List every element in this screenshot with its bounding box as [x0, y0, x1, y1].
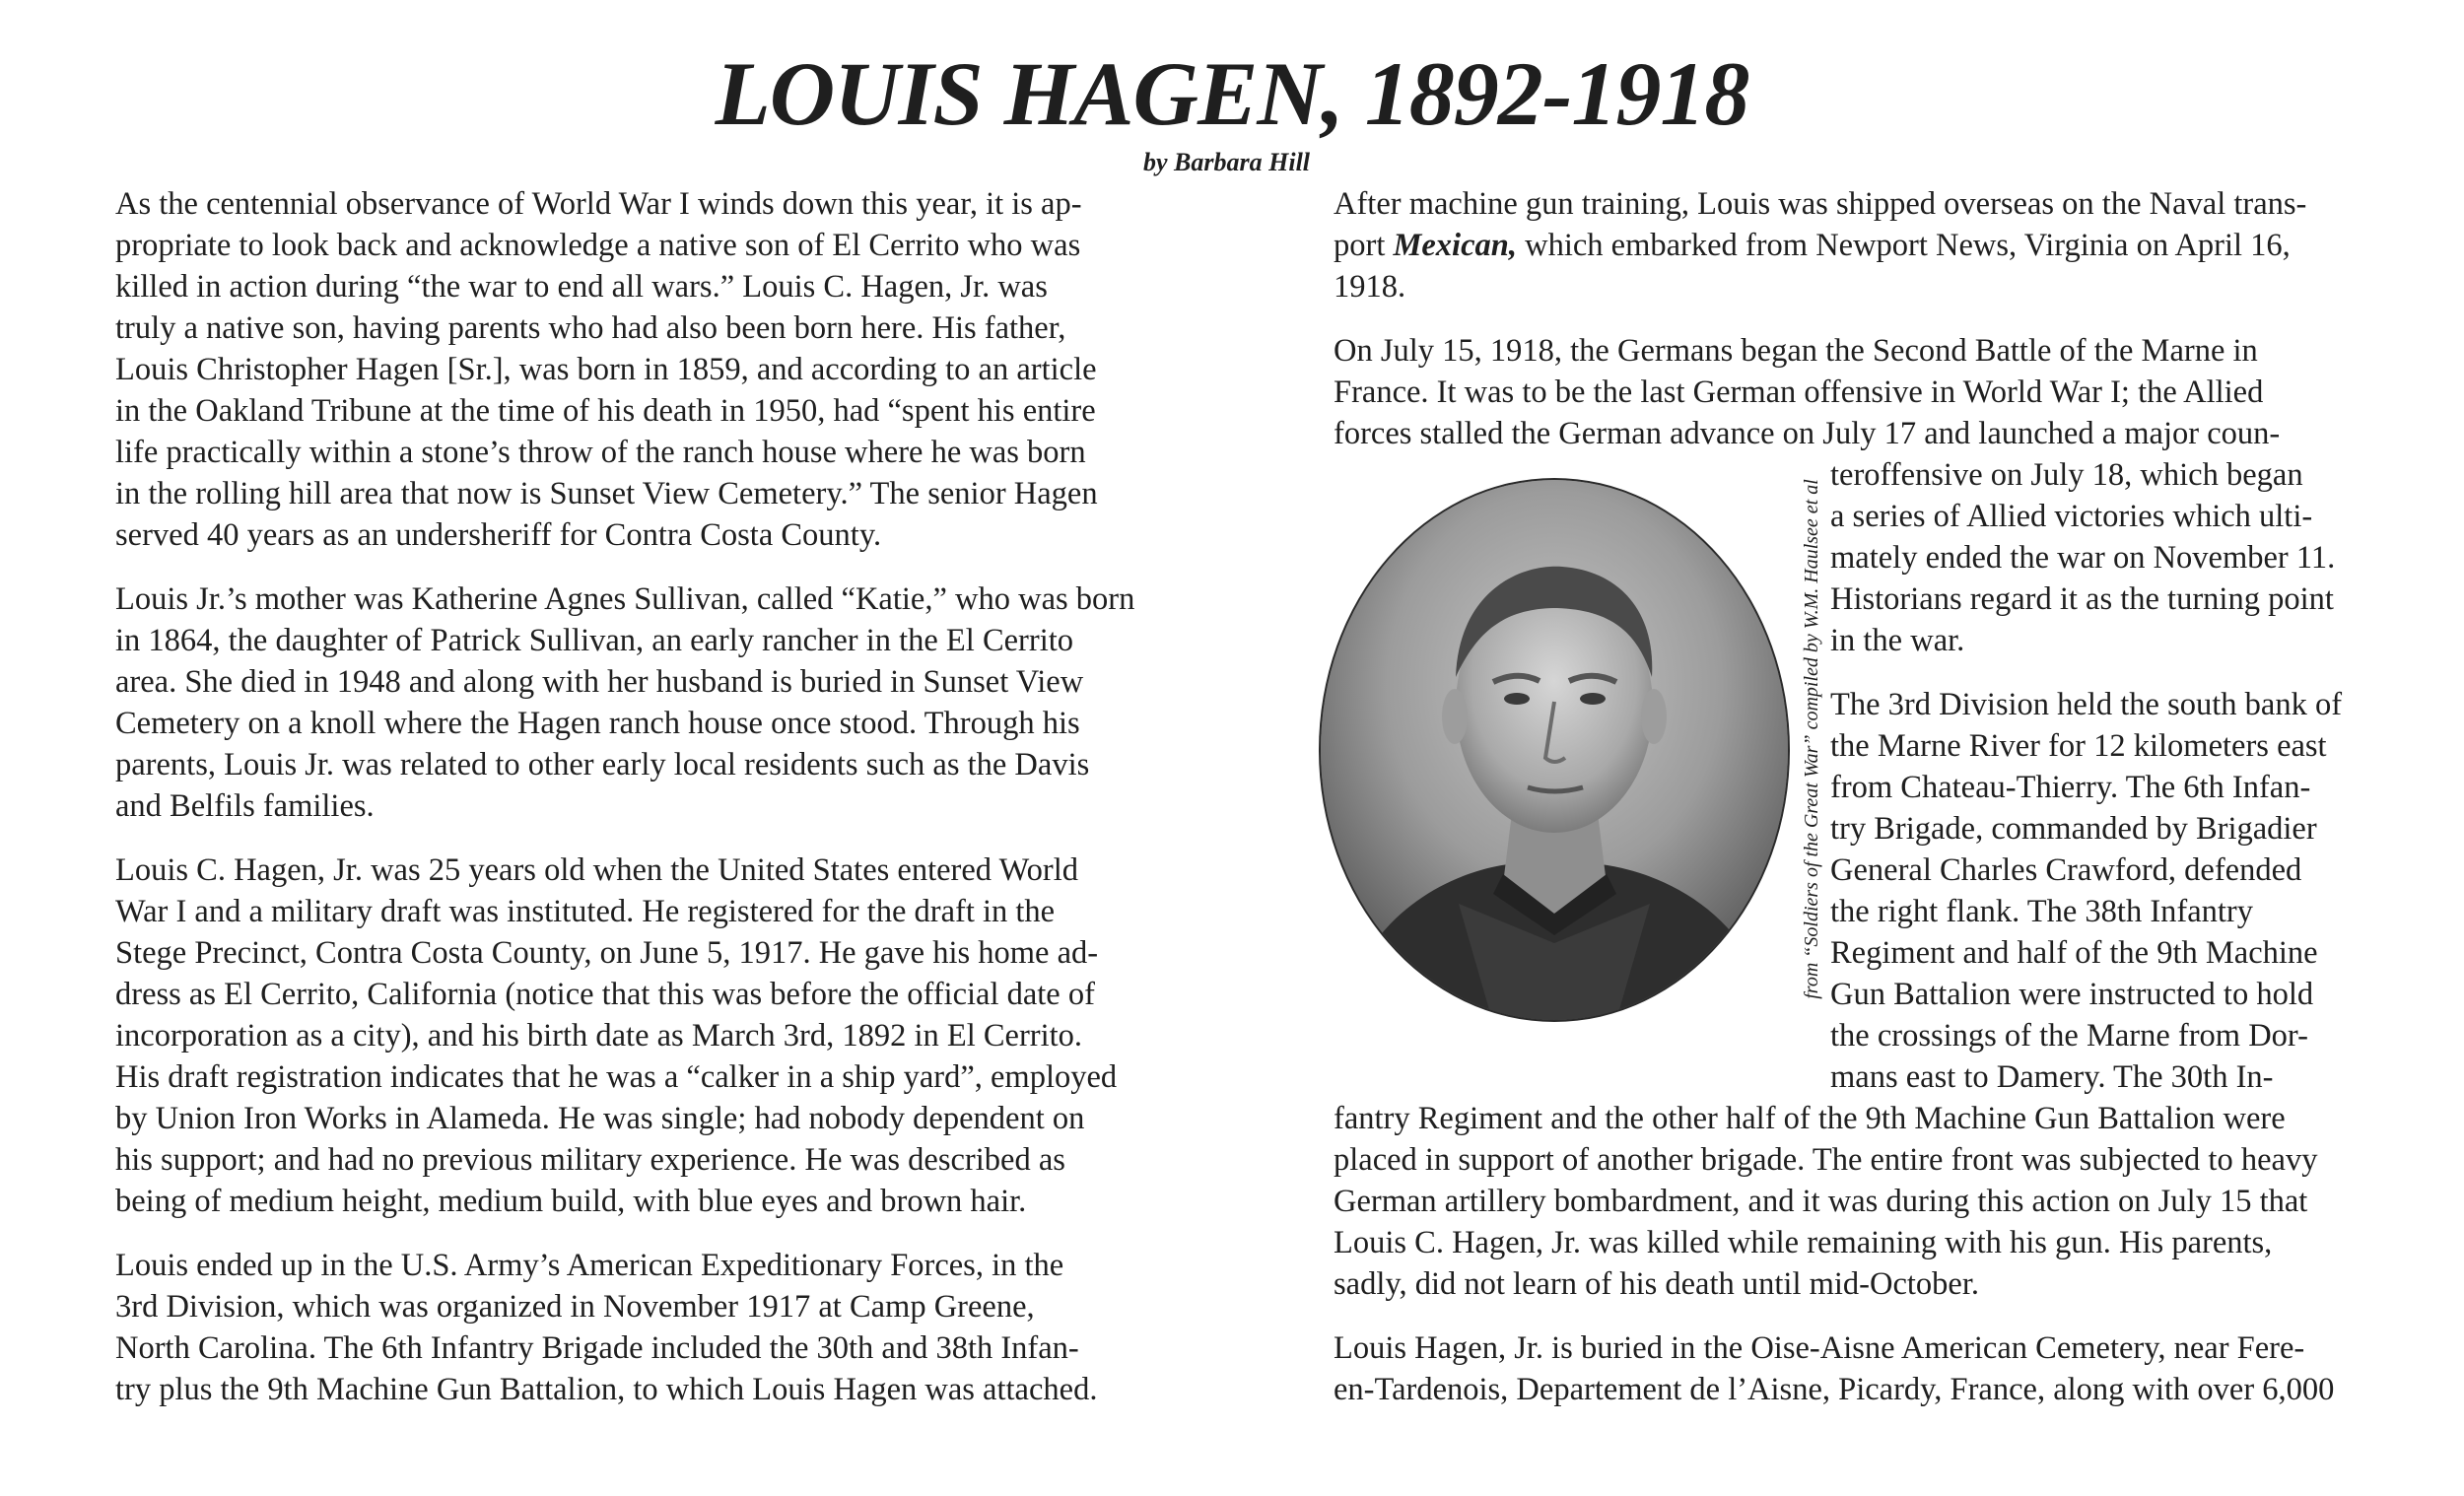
article-title: LOUIS HAGEN, 1892-1918 — [715, 43, 1749, 144]
text-line: the right flank. The 38th Infantry — [1830, 894, 2254, 929]
portrait-photo — [1319, 478, 1790, 1022]
text-line: sadly, did not learn of his death until mid-October. — [1334, 1266, 1979, 1302]
text-line: Louis C. Hagen, Jr. was killed while remaining with his gun. His parents, — [1334, 1225, 2273, 1260]
text-line: being of medium height, medium build, with blue eyes and brown hair. — [115, 1184, 1027, 1219]
text-line: parents, Louis Jr. was related to other early local residents such as the Davis — [115, 747, 1090, 782]
text-line: life practically within a stone’s throw of the ranch house where he was born — [115, 435, 1086, 470]
text-line: Louis Jr.’s mother was Katherine Agnes Sullivan, called “Katie,” who was born — [115, 581, 1135, 617]
text-line: served 40 years as an undersheriff for Contra Costa County. — [115, 517, 882, 553]
ship-name: Mexican, — [1393, 228, 1517, 263]
text-line — [1334, 225, 2291, 266]
text-line: Louis Hagen, Jr. is buried in the Oise-Aisne American Cemetery, near Fere- — [1334, 1330, 2305, 1366]
text-line: Historians regard it as the turning point — [1830, 581, 2334, 617]
text-line: Louis C. Hagen, Jr. was 25 years old when the United States entered World — [115, 852, 1078, 888]
text-line: en-Tardenois, Departement de l’Aisne, Picardy, France, along with over 6,000 — [1334, 1372, 2335, 1407]
text-line: his support; and had no previous military experience. He was described as — [115, 1142, 1065, 1178]
text-line: killed in action during “the war to end all wars.” Louis C. Hagen, Jr. was — [115, 269, 1048, 305]
text-line: in 1864, the daughter of Patrick Sullivan, an early rancher in the El Cerrito — [115, 623, 1074, 658]
text-line: His draft registration indicates that he was a “calker in a ship yard”, employed — [115, 1059, 1118, 1095]
text-line: propriate to look back and acknowledge a native son of El Cerrito who was — [115, 228, 1081, 263]
text-line: from Chateau-Thierry. The 6th Infan- — [1830, 770, 2311, 805]
text-line: Regiment and half of the 9th Machine — [1830, 935, 2318, 971]
text-line: try plus the 9th Machine Gun Battalion, to which Louis Hagen was attached. — [115, 1372, 1098, 1407]
text-line: General Charles Crawford, defended — [1830, 852, 2302, 888]
text-line: mately ended the war on November 11. — [1830, 540, 2336, 576]
portrait-illustration — [1321, 480, 1788, 1020]
text-line: France. It was to be the last German offensive in World War I; the Allied — [1334, 374, 2264, 410]
byline: by Barbara Hill — [1143, 148, 1311, 176]
text-line: forces stalled the German advance on July 17 and launched a major coun- — [1334, 416, 2281, 451]
text-line: Louis ended up in the U.S. Army’s American Expeditionary Forces, in the — [115, 1248, 1064, 1283]
text-line: Gun Battalion were instructed to hold — [1830, 977, 2314, 1012]
text-line: in the war. — [1830, 623, 1965, 658]
text-fragment: which embarked from Newport News, Virginia on April 16, — [1516, 228, 2291, 263]
text-line: teroffensive on July 18, which began — [1830, 457, 2303, 493]
photo-credit: from “Soldiers of the Great War” compiled by W.M. Haulsee et al — [1801, 479, 1822, 999]
text-line: placed in support of another brigade. The entire front was subjected to heavy — [1334, 1142, 2318, 1178]
text-line: Cemetery on a knoll where the Hagen ranch house once stood. Through his — [115, 706, 1080, 741]
text-line: mans east to Damery. The 30th In- — [1830, 1059, 2274, 1095]
text-line: incorporation as a city), and his birth date as March 3rd, 1892 in El Cerrito. — [115, 1018, 1083, 1054]
text-line: in the Oakland Tribune at the time of his death in 1950, had “spent his entire — [115, 393, 1096, 429]
text-line: German artillery bombardment, and it was during this action on July 15 that — [1334, 1184, 2308, 1219]
text-line: area. She died in 1948 and along with her husband is buried in Sunset View — [115, 664, 1084, 700]
text-line: and Belfils families. — [115, 788, 375, 824]
text-line: North Carolina. The 6th Infantry Brigade included the 30th and 38th Infan- — [115, 1330, 1079, 1366]
text-line: try Brigade, commanded by Brigadier — [1830, 811, 2317, 847]
text-line: As the centennial observance of World War I winds down this year, it is ap- — [115, 186, 1082, 222]
text-line: 1918. — [1334, 269, 1406, 305]
text-fragment: port — [1334, 228, 1394, 263]
text-line: War I and a military draft was instituted. He registered for the draft in the — [115, 894, 1056, 929]
text-line: On July 15, 1918, the Germans began the Second Battle of the Marne in — [1334, 333, 2258, 369]
text-line: the Marne River for 12 kilometers east — [1830, 728, 2327, 764]
text-line: a series of Allied victories which ulti- — [1830, 499, 2313, 534]
text-line: The 3rd Division held the south bank of — [1830, 687, 2343, 722]
text-line: Stege Precinct, Contra Costa County, on June 5, 1917. He gave his home ad- — [115, 935, 1099, 971]
text-line: by Union Iron Works in Alameda. He was single; had nobody dependent on — [115, 1101, 1085, 1136]
text-line: dress as El Cerrito, California (notice that this was before the official date of — [115, 977, 1095, 1012]
text-line: the crossings of the Marne from Dor- — [1830, 1018, 2308, 1054]
text-line: After machine gun training, Louis was shipped overseas on the Naval trans- — [1334, 186, 2307, 222]
text-line: 3rd Division, which was organized in November 1917 at Camp Greene, — [115, 1289, 1035, 1325]
text-line: in the rolling hill area that now is Sunset View Cemetery.” The senior Hagen — [115, 476, 1098, 511]
text-line: Louis Christopher Hagen [Sr.], was born in 1859, and according to an article — [115, 352, 1097, 387]
text-line: truly a native son, having parents who had also been born here. His father, — [115, 310, 1066, 346]
text-line: fantry Regiment and the other half of the 9th Machine Gun Battalion were — [1334, 1101, 2286, 1136]
